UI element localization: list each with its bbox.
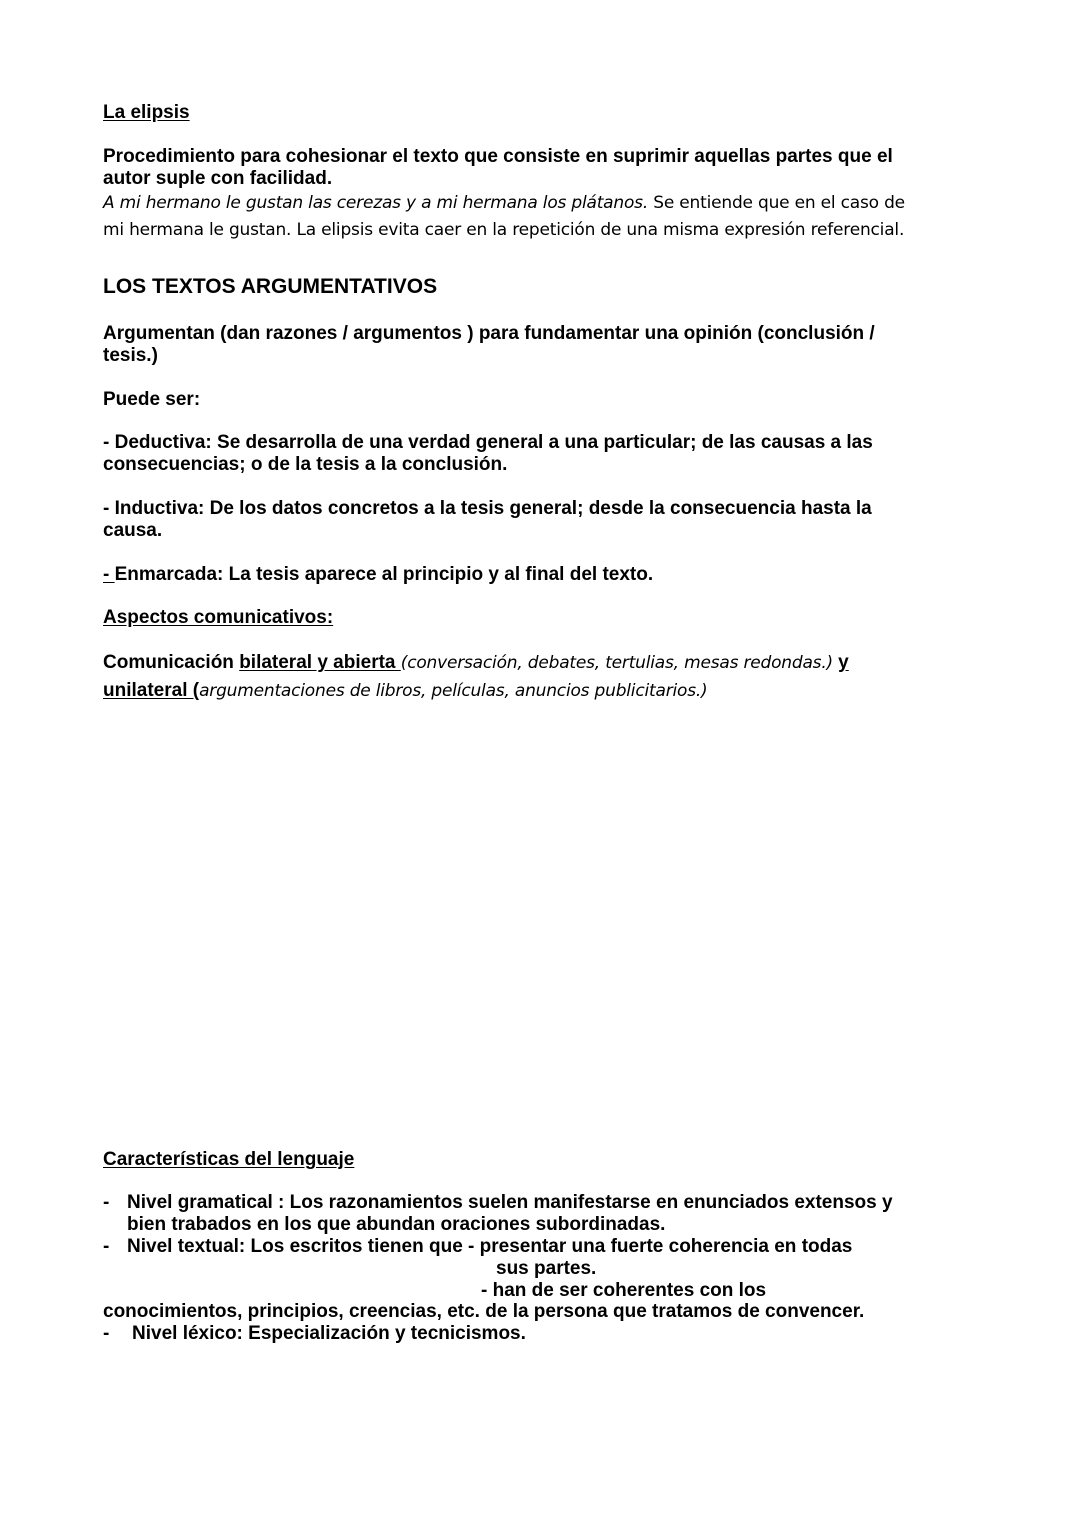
inductiva-line: - Inductiva: De los datos concretos a la tesis general; desde la consecuencia hasta la (103, 498, 872, 519)
heading-textos-argumentativos: LOS TEXTOS ARGUMENTATIVOS (103, 275, 438, 298)
gramatical-text-cont: bien trabados en los que abundan oraciones subordinadas. (127, 1214, 666, 1235)
enmarcada-text: Enmarcada: La tesis aparece al principio y al final del texto. (114, 564, 654, 585)
textual-text: Nivel textual: Los escritos tienen que - presentar una fuerte coherencia en todas (127, 1236, 853, 1257)
comunicacion-label: Comunicación (103, 652, 240, 673)
inductiva-line: causa. (103, 520, 163, 541)
unilateral-examples: argumentaciones de libros, películas, anuncios publicitarios.) (199, 681, 708, 701)
bullet-dash: - (103, 1323, 110, 1344)
intro-line: tesis.) (103, 345, 158, 366)
list-item-textual (103, 1236, 853, 1258)
deductiva-line: consecuencias; o de la tesis a la conclusión. (103, 454, 508, 475)
list-item-gramatical (103, 1192, 893, 1214)
aspectos-comunicativos-title: Aspectos comunicativos: (103, 607, 334, 628)
bullet-dash: - (103, 1236, 110, 1257)
intro-line: Argumentan (dan razones / argumentos ) para fundamentar una opinión (conclusión / (103, 323, 875, 344)
comunicacion-line (103, 680, 708, 702)
caracteristicas-lenguaje-title: Características del lenguaje (103, 1149, 355, 1170)
elipsis-example-line: mi hermana le gustan. La elipsis evita caer en la repetición de una misma expresión referencial. (103, 220, 905, 240)
elipsis-example-line (103, 192, 905, 214)
bilateral-examples: (conversación, debates, tertulias, mesas redondas.) (400, 653, 839, 673)
textual-text-cont: sus partes. (496, 1258, 597, 1279)
enmarcada-dash: - (103, 564, 115, 585)
bilateral-term: bilateral y abierta (239, 652, 401, 673)
elipsis-definition-line: Procedimiento para cohesionar el texto que consiste en suprimir aquellas partes que el (103, 146, 893, 167)
comunicacion-line (103, 652, 849, 674)
example-sentence: A mi hermano le gustan las cerezas y a mi hermana los plátanos. (103, 193, 649, 213)
textual-text-cont: conocimientos, principios, creencias, etc. de la persona que tratamos de convencer. (103, 1301, 865, 1322)
enmarcada-line (103, 564, 653, 586)
conjunction-y: y (838, 652, 849, 673)
textual-text-cont: - han de ser coherentes con los (481, 1280, 767, 1301)
unilateral-term: unilateral ( (103, 680, 200, 701)
deductiva-line: - Deductiva: Se desarrolla de una verdad general a una particular; de las causas a las (103, 432, 873, 453)
list-item-lexico (103, 1323, 526, 1345)
section-title-elipsis: La elipsis (103, 102, 190, 123)
puede-ser-label: Puede ser: (103, 389, 201, 410)
bullet-dash: - (103, 1192, 110, 1213)
gramatical-text: Nivel gramatical : Los razonamientos suelen manifestarse en enunciados extensos y (127, 1192, 893, 1213)
lexico-text: Nivel léxico: Especialización y tecnicismos. (132, 1323, 526, 1344)
example-explanation: Se entiende que en el caso de (648, 193, 905, 213)
elipsis-definition-line: autor suple con facilidad. (103, 168, 333, 189)
